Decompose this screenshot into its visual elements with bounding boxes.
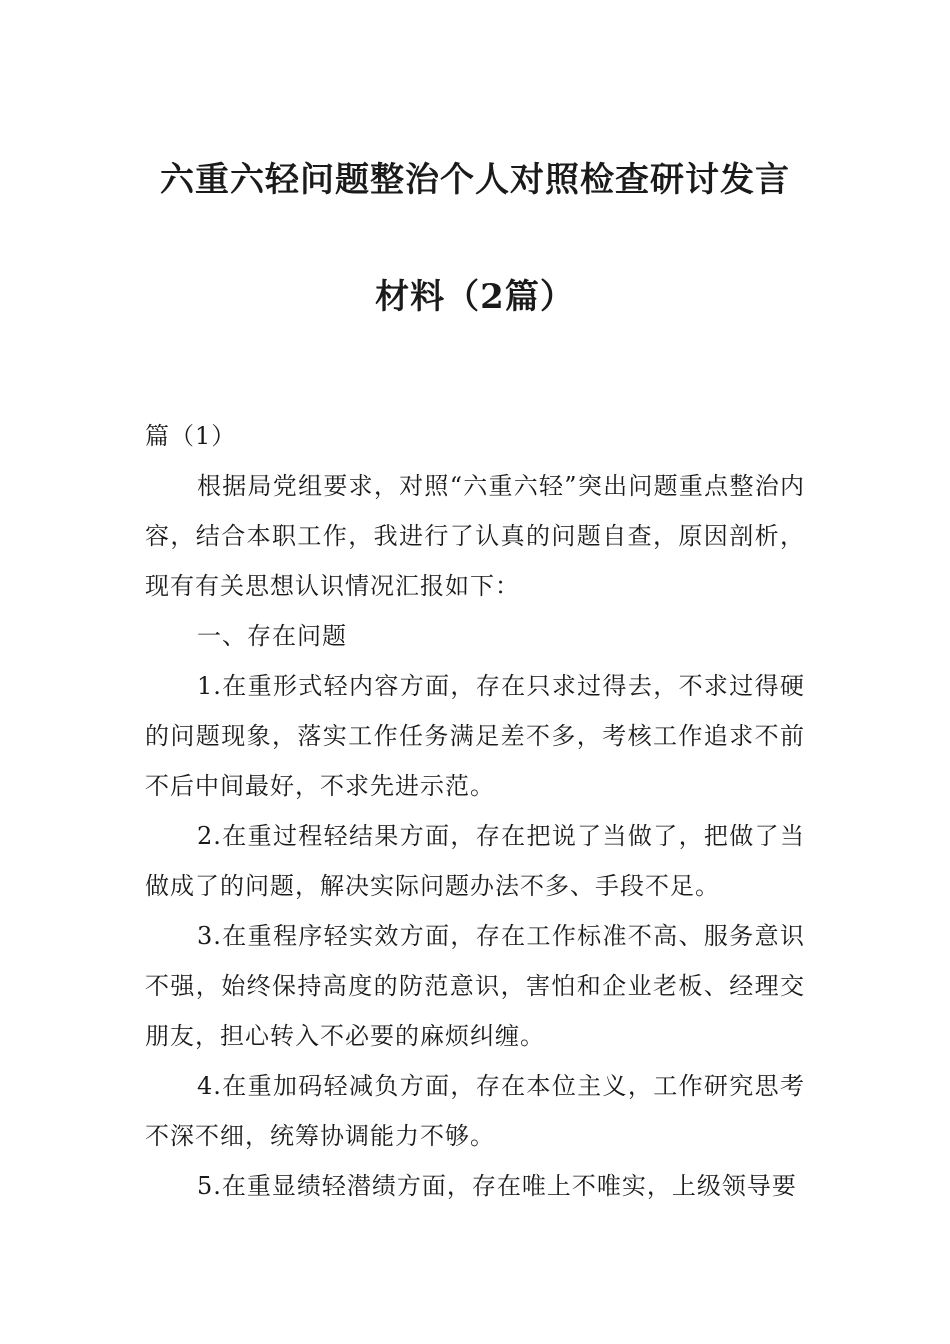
paragraph-item-1: 1.在重形式轻内容方面，存在只求过得去，不求过得硬的问题现象，落实工作任务满足差不多，考核工作追求不前不后中间最好，不求先进示范。 xyxy=(145,672,805,800)
paragraph-item-3: 3.在重程序轻实效方面，存在工作标准不高、服务意识不强，始终保持高度的防范意识，害怕和企业老板、经理交朋友，担心转入不必要的麻烦纠缠。 xyxy=(145,922,805,1050)
paragraph-intro: 根据局党组要求，对照“六重六轻”突出问题重点整治内容，结合本职工作，我进行了认真的问题自查，原因剖析，现有有关思想认识情况汇报如下： xyxy=(145,472,805,600)
document-title-line-2: 材料（2篇） xyxy=(375,277,575,317)
paragraph-item-5: 5.在重显绩轻潜绩方面，存在唯上不唯实，上级领导要 xyxy=(197,1172,797,1200)
section-label: 篇（1） xyxy=(145,422,237,450)
paragraph-item-4: 4.在重加码轻减负方面，存在本位主义，工作研究思考不深不细，统筹协调能力不够。 xyxy=(145,1072,805,1150)
document-body xyxy=(145,461,805,1211)
paragraph-heading-problems: 一、存在问题 xyxy=(197,622,347,650)
paragraph-item-2: 2.在重过程轻结果方面，存在把说了当做了，把做了当做成了的问题，解决实际问题办法不多、手段不足。 xyxy=(145,822,805,900)
document-title-line-1: 六重六轻问题整治个人对照检查研讨发言 xyxy=(160,160,790,200)
